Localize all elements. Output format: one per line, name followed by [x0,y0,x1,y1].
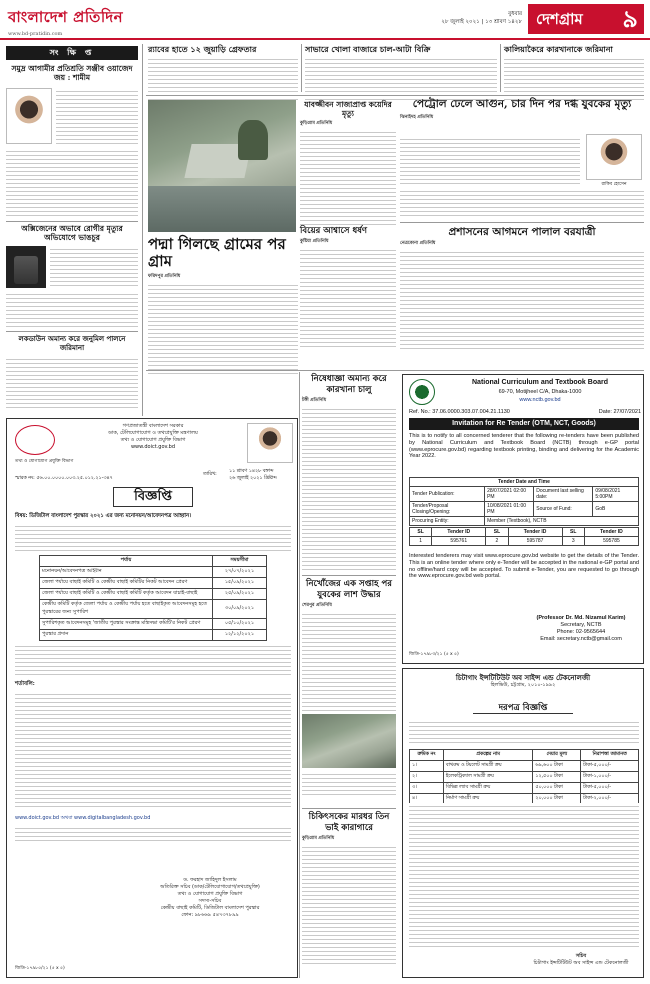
notice-title: বিজ্ঞপ্তি [113,487,193,507]
ids-cell: 2 [486,537,508,546]
schedule-row [40,567,267,578]
nctb-ad-code: জিডি-১৭৯৮৩/২১ (৫ x ৫) [409,652,459,657]
divider [6,331,138,332]
cist-header-cell: ক্রমিক নং [410,750,444,761]
cist-name: চিটাগাং ইন্সটিটিউট অব সাইন্স এন্ড টেকনোলজী [455,673,591,682]
schedule-row [40,630,267,641]
schedule-stage: কেন্দ্রীয় কমিটি কর্তৃক জেলা পর্যায় ও কেন্দ্রীয় পর্যায় হতে বাছাইকৃত আবেদনসমূহ হতে পুরস্কারের জন্য সুপারিশ [40,600,213,619]
logo-subtext: www.bd-pratidin.com [8,31,63,37]
links-note [15,825,291,843]
notice-paragraph [15,643,291,677]
ict-header-2: ডাক, টেলিযোগাযোগ ও তথ্যপ্রযুক্তি মন্ত্রণালয় [108,430,198,436]
rape-headline: বিয়ের আশ্বাসে ধর্ষণ [300,226,368,236]
divider [146,370,644,371]
schedule-stage: জেলা পর্যায়ে বাছাই কমিটি ও কেন্দ্রীয় বাছাই কমিটির নিকট আবেদন প্রেরণ [40,578,213,589]
top-story-1-headline: র‌্যাবের হাতে ১২ জুয়াড়ি গ্রেফতার [148,44,257,54]
top-story-3-headline: কালিয়াকৈরে কারখানাকে জরিমানা [504,44,613,54]
cist-cell: টাকা-১,০০০/- [581,772,639,783]
cist-header [407,673,639,701]
schedule-deadline: ৩০/০৯/২০২১ [213,600,267,619]
brief-3-headline: লকডাউন অমান্য করে জনুমিল পালনে জরিমানা [18,334,126,352]
schedule-row [40,600,267,619]
cist-items-table [409,749,639,805]
nctb-logo-icon [409,379,435,405]
ids-header: Tender ID [508,528,562,537]
cist-cell: ২০,০০০ টাকা [533,794,581,805]
ids-header: SL [410,528,432,537]
ict-division-notice[interactable] [6,418,298,978]
petrol-fire-body [400,136,580,186]
lead-headline: পদ্মা গিলছে গ্রামের পর গ্রাম [148,235,286,270]
schedule-table [39,555,267,641]
government-seal [15,425,55,455]
brief-1-headline: সমুদ্র আগামীর প্রতিশ্রতি সঞ্জীব ওয়াজেদ জয় : শামীম [11,64,133,82]
schedule-deadline: ০৫/১০/২০২১ [213,619,267,630]
signatory-title: অতিরিক্ত সচিব (ডাক/টেলিযোগাযোগ/তথ্যপ্রযুক্তি) [160,884,260,890]
logo-text: বাংলাদেশ প্রতিদিন [8,8,124,26]
nctb-cell: Procuring Entity: [410,517,485,526]
lead-byline: ফরিদপুর প্রতিনিধি [148,274,181,279]
factory-byline: টঙ্গী প্রতিনিধি [302,398,327,403]
nctb-date-table [409,477,639,526]
top-story-1[interactable] [148,44,298,100]
cist-cell: ৪। [410,794,444,805]
cist-title: দরপত্র বিজ্ঞপ্তি [473,701,573,714]
issue-date: ২৮ জুলাই ২০২১ | ১৩ শ্রাবণ ১৪২৮ [441,19,522,25]
cist-cell: নির্মাণ সামগ্রী ক্রয় [443,794,533,805]
brief-story-2[interactable] [6,224,138,242]
schedule-header-stage: পর্যায় [40,556,213,567]
rape-story[interactable] [300,226,396,349]
ids-cell: 1 [410,537,432,546]
top-story-2[interactable] [305,44,497,100]
portal-links[interactable]: www.doict.gov.bd অথবা www.digitalbangladesh.gov.bd [15,815,151,821]
nctb-cell: 09/08/2021 5:00PM [593,487,639,502]
lead-body [148,282,298,376]
schedule-row [40,619,267,630]
section-header [528,4,644,34]
petrol-fire-body-cont [400,188,644,218]
signatory-name: ড. ফরহাদ জাহিদুল ইসলাম [183,877,237,883]
schedule-row [40,589,267,600]
ict-slogan: তথ্য ও যোগাযোগ প্রযুক্তি বিভাগ [15,459,74,464]
rape-byline: কুষ্টিয়া প্রতিনিধি [300,239,329,244]
cist-header-cell: নিরাপত্তা জামানত [581,750,639,761]
petrol-fire-headline: পেট্রোল ঢেলে আগুন, চার দিন পর দগ্ধ যুবকের মৃত্যু [412,98,632,110]
column-rule [299,372,300,978]
schedule-header-deadline: সময়সীমা [213,556,267,567]
cist-signer: সচিব [575,953,587,959]
column-rule [142,44,143,416]
prisoner-death-story[interactable] [300,100,396,225]
nctb-cell: Member (Textbook), NCTB [485,517,639,526]
dateline [430,10,522,26]
divider [6,221,138,222]
schedule-stage: সুপারিশকৃত আবেদনসমূহ 'জাতীয় পুরস্কার সংক্রান্ত মন্ত্রিসভা কমিটি'র নিকট প্রেরণ [40,619,213,630]
river-erosion-photo [148,100,296,232]
petrol-fire-story[interactable] [400,98,644,187]
cist-cell: বাথরুম ও টয়লেট সামগ্রী ক্রয় [443,761,533,772]
brief-story-3[interactable] [6,334,138,352]
divider [302,808,396,809]
prisoner-death-headline: যাবজ্জীবন সাজাপ্রাপ্ত কয়েদির মৃত্যু [304,100,392,118]
nctb-cell: GoB [593,502,639,517]
weekday: বুধবার [508,11,522,17]
cist-cell: বিভিন্ন ল্যাব সামগ্রী ক্রয় [443,783,533,794]
signatory-committee: কেন্দ্রীয় বাছাই কমিটি, ডিজিটাল বাংলাদেশ পুরস্কার [160,905,260,911]
cist-signer-org: চিটাগাং ইন্সটিটিউট অব সাইন্স এন্ড টেকনোলজী [533,959,629,966]
nctb-table-row [410,502,639,517]
cist-tender-notice[interactable] [402,668,644,978]
ict-header [67,423,239,451]
conditions-list [15,691,291,809]
top-story-2-headline: সাভারে খোলা বাজারে চাল-আটা বিক্রি [305,44,431,54]
nctb-table-title: Tender Date and Time [410,478,639,487]
brief-2-headline: অক্সিজেনের অভাবে রোগীর মৃত্যুর অভিযোগে ভাঙচুর [21,224,123,242]
ad-code: জিডি-১৭৯৮৫/২১ (৫ x ৫) [15,966,65,971]
cist-conditions [409,803,639,949]
cist-cell: টাকা-৫,০০০/- [581,761,639,772]
missing-youth-body-cont [302,771,396,797]
nctb-cell: Source of Fund: [534,502,593,517]
victim-photo-caption: রাকিব হোসেন [601,182,627,187]
ict-header-3: তথ্য ও যোগাযোগ প্রযুক্তি বিভাগ [120,437,186,443]
page-number: ৯ [622,5,638,33]
nctb-ref-number: Ref. No.: 37.06.0000.303.07.004.21.1130 [409,409,510,415]
missing-youth-body [302,611,396,711]
nctb-signature [523,615,639,643]
ict-website[interactable]: www.doict.gov.bd [130,444,176,450]
cist-header-cell: দেয়ার মূল্য [533,750,581,761]
notice-date-bangla: ১১ শ্রাবণ ১৪২৮ বঙ্গাব্দ [229,469,274,474]
brief-1-body [56,88,138,144]
cist-header-cell: প্রকল্পের নাম [443,750,533,761]
ids-header: SL [486,528,508,537]
signatory-department: তথ্য ও যোগাযোগ প্রযুক্তি বিভাগ [177,891,243,897]
newspaper-logo[interactable] [8,6,123,37]
schedule-deadline: ২৭/০৭/২০২১ [213,567,267,578]
nctb-tender-ids [409,527,639,546]
cist-cell: ২। [410,772,444,783]
leader-portrait [247,423,293,463]
notice-subject: বিষয়: ডিজিটাল বাংলাদেশ পুরস্কার ২০২১ এর জন্য মনোনয়ন/আবেদনপত্র আহ্বান। [15,513,192,519]
schedule-stage: পুরস্কার প্রদান [40,630,213,641]
wedding-story[interactable] [400,226,644,351]
schedule-stage: জেলা পর্যায়ে বাছাই কমিটি ও কেন্দ্রীয় বাছাই কমিটি কর্তৃক আবেদন যাচাই-বাছাই [40,589,213,600]
cist-row [410,772,639,783]
wedding-headline: প্রশাসনের আগমনে পালাল বরযাত্রী [448,226,596,238]
nctb-cell: 28/07/2021 02:00 PM [485,487,534,502]
doctor-assault-body [302,844,396,964]
top-story-3-body [504,56,644,100]
top-story-1-body [148,56,298,100]
briefs-banner: সং ক্ষি প্ত [6,46,138,60]
cist-cell: ১। [410,761,444,772]
cist-address: হিলভিউ, চট্টগ্রাম, ২০১০-১৯৯২ [490,682,556,688]
ids-header: Tender ID [584,528,638,537]
hospital-photo [6,246,46,288]
ict-header-1: গণপ্রজাতন্ত্রী বাংলাদেশ সরকার [122,423,184,429]
cist-signature [523,953,639,966]
divider [146,95,644,96]
petrol-fire-byline: ঝিনাইদহ প্রতিনিধি [400,114,434,120]
nctb-cell: Tender Publication: [410,487,485,502]
nctb-name: National Curriculum and Textbook Board [472,379,608,386]
doctor-assault-story[interactable] [302,812,396,964]
nctb-footer-text: Interested tenderers may visit www.eprocure.gov.bd website to get the details of the Tender. This is an online tender where only e-Tender will be accepted in the national e-GP portal and no offline/hard copy will be accepted. To submit e-Tender, you are requested to go through the www.eprocure.gov.bd web portal. [409,553,639,580]
divider [400,222,644,223]
signatory-phone: ফোন: ৯৮৬৬৯ ৫৪৭৩৭৮৯৯ [181,912,239,918]
factory-headline: নিষেধাজ্ঞা অমান্য করে কারখানা চালু [311,374,387,395]
section-name: দেশগ্রাম [536,10,583,28]
lead-story[interactable] [148,236,298,376]
ids-cell: 3 [562,537,584,546]
missing-youth-headline: নিখোঁজের এক সপ্তাহ পর যুবকের লাশ উদ্ধার [306,579,392,600]
signatory-role: সদস্য-সচিব [198,898,222,904]
cist-cell: টাকা-৫,০০০/- [581,783,639,794]
cist-intro [409,719,639,745]
cist-row [410,783,639,794]
cist-row [410,761,639,772]
brief-story-1[interactable] [6,64,138,82]
body-recovery-photo [302,714,396,768]
masthead [0,0,650,40]
nctb-table-row [410,487,639,502]
nctb-email[interactable]: Email: secretary.nctb@gmail.com [540,636,622,642]
nctb-cell: Document last selling date: [534,487,593,502]
cist-cell: ১২,৫০০ টাকা [533,772,581,783]
wedding-byline: নেত্রকোনা প্রতিনিধি [400,241,436,246]
nctb-table-row [410,517,639,526]
ids-cell: 595761 [432,537,486,546]
nctb-address: 69-70, Motijheel C/A, Dhaka-1000 [498,389,582,395]
notice-date-english: ২৬ জুলাই ২০২১ খ্রিষ্টাব্দ [229,475,277,481]
nctb-body: This is to notify to all concerned tenderer that the following re-tenders have been published by National Curriculum and Textbook Board (NCTB) through e-GP portal (www.eprocure.gov.bd) regarding textbook printing, binding and delivering for the Academic Year 2022. [409,433,639,460]
schedule-deadline: ১৫/০৯/২০২১ [213,578,267,589]
person-portrait [6,88,52,144]
rape-body [300,247,396,349]
prisoner-death-byline: কুড়িগ্রাম প্রতিনিধি [300,121,333,126]
nctb-phone: Phone: 02-9565644 [556,629,606,635]
doctor-assault-headline: চিকিৎসকের মারধর তিন ভাই কারাগারে [308,812,390,833]
ids-header: Tender ID [432,528,486,537]
doctor-assault-byline: কুড়িগ্রাম প্রতিনিধি [302,836,335,841]
nctb-date: Date: 27/07/2021 [598,409,641,415]
missing-youth-byline: শেরপুর প্রতিনিধি [302,603,332,608]
nctb-website[interactable]: www.nctb.gov.bd [519,397,561,403]
brief-2-body [50,246,138,288]
brief-1-body-cont [6,148,138,218]
signature-block [127,877,293,919]
top-story-3[interactable] [504,44,644,100]
column-rule [500,44,501,92]
cist-cell: ৩। [410,783,444,794]
schedule-stage: মনোনয়ন/আবেদনপত্র আহ্বান [40,567,213,578]
prisoner-death-body [300,129,396,225]
cist-cell: ৬৯,৬০০ টাকা [533,761,581,772]
nctb-signer: (Professor Dr. Md. Nizamul Karim) [536,615,626,621]
notice-intro [15,523,291,551]
divider [302,575,396,576]
cist-cell: টাকা-২,০০০/- [581,794,639,805]
schedule-row [40,578,267,589]
nctb-banner: Invitation for Re Tender (OTM, NCT, Goods) [409,418,639,430]
nctb-tender-notice[interactable] [402,374,644,664]
cist-cell: ইলেকট্রিক্যাল সামগ্রী ক্রয় [443,772,533,783]
top-story-2-body [305,56,497,100]
column-rule [301,44,302,92]
schedule-deadline: ২৫/০৯/২০২১ [213,589,267,600]
missing-youth-story[interactable] [302,579,396,797]
nctb-signer-title: Secretary, NCTB [560,622,602,628]
cist-cell: ৫০,০০০ টাকা [533,783,581,794]
ids-header: SL [562,528,584,537]
ids-cell: 595787 [508,537,562,546]
conditions-title: শর্তাবলি: [15,681,35,687]
factory-body [302,406,396,570]
nctb-cell: Tender/Proposal Closing/Opening: [410,502,485,517]
notice-dates [229,469,293,482]
factory-story[interactable] [302,374,396,570]
wedding-body [400,249,644,351]
ids-cell: 595785 [584,537,638,546]
schedule-deadline: ১২/১২/২০২১ [213,630,267,641]
brief-2-body-cont [6,291,138,327]
nctb-cell: 10/08/2021 01:00 PM [485,502,534,517]
date-label: তারিখ: [203,472,217,477]
memo-number: স্মারক নং: ৫৬.০০.০০০০.০০৩.২৫.০১২.২১-৩৪৭ [15,476,113,481]
brief-3-body [6,356,138,410]
victim-photo [586,134,642,180]
